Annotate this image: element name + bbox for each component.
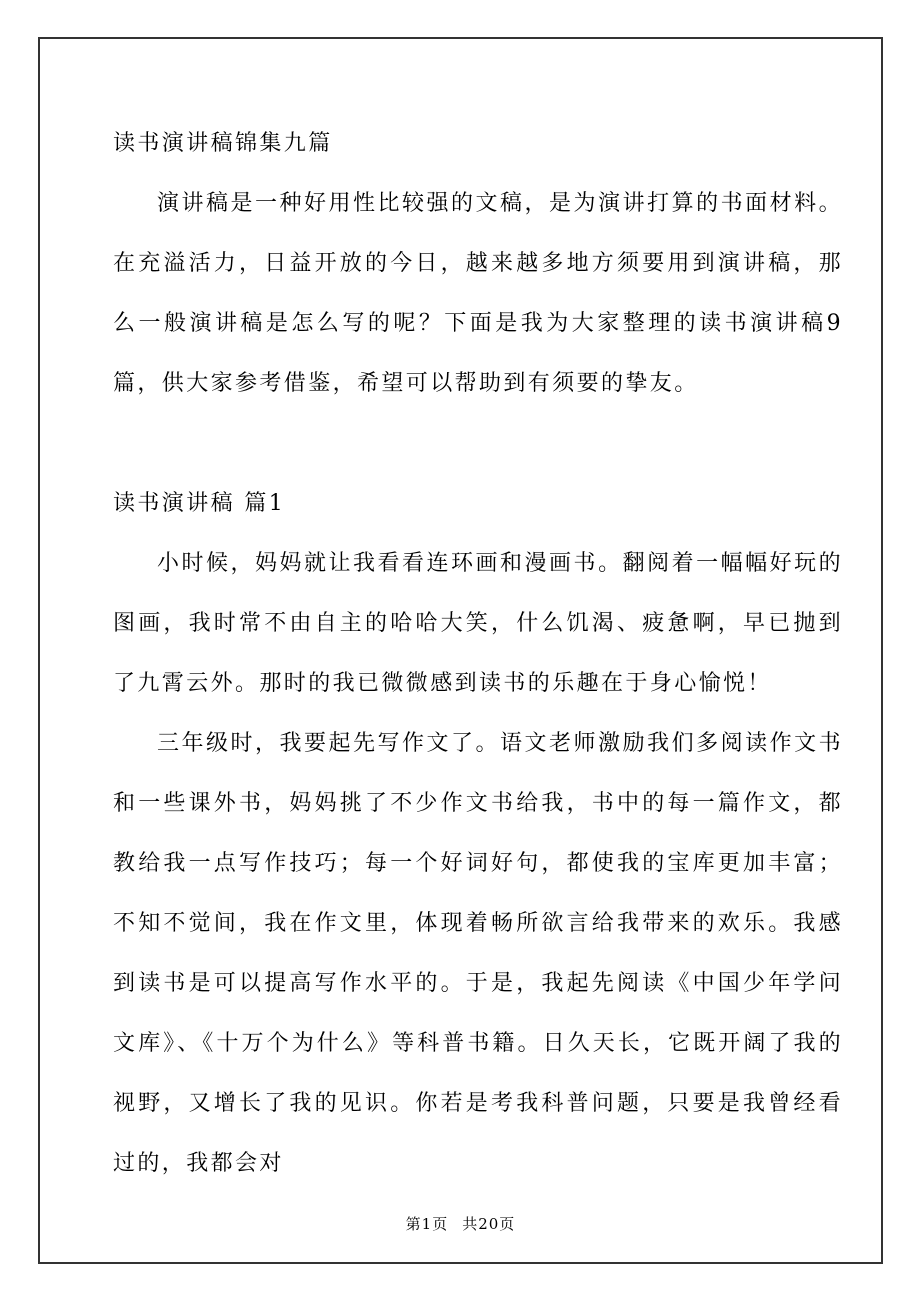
- document-content: [40, 39, 881, 1194]
- document-title: 读书演讲稿锦集九篇: [113, 131, 333, 156]
- total-pages-label: 共20页: [462, 1215, 516, 1233]
- section-1-paragraph-1: 小时候，妈妈就让我看看连环画和漫画书。翻阅着一幅幅好玩的图画，我时常不由自主的哈哈大笑，什么饥渴、疲惫啊，早已抛到了九霄云外。那时的我已微微感到读书的乐趣在于身心愉悦！: [113, 551, 843, 696]
- document-page: [38, 37, 883, 1264]
- page-footer: [40, 1213, 881, 1234]
- section-1-heading: 读书演讲稿 篇1: [113, 491, 286, 516]
- section-1-paragraph-2: 三年级时，我要起先写作文了。语文老师激励我们多阅读作文书和一些课外书，妈妈挑了不少作文书给我，书中的每一篇作文，都教给我一点写作技巧；每一个好词好句，都使我的宝库更加丰富；不知不觉间，我在作文里，体现着畅所欲言给我带来的欢乐。我感到读书是可以提高写作水平的。于是，我起先阅读《中国少年学问文库》、《十万个为什么》等科普书籍。日久天长，它既开阔了我的视野，又增长了我的见识。你若是考我科普问题，只要是我曾经看过的，我都会对: [113, 731, 843, 1176]
- current-page-label: 第1页: [405, 1215, 449, 1233]
- intro-paragraph: 演讲稿是一种好用性比较强的文稿，是为演讲打算的书面材料。在充溢活力，日益开放的今日，越来越多地方须要用到演讲稿，那么一般演讲稿是怎么写的呢？下面是我为大家整理的读书演讲稿9篇，供大家参考借鉴，希望可以帮助到有须要的挚友。: [113, 191, 843, 396]
